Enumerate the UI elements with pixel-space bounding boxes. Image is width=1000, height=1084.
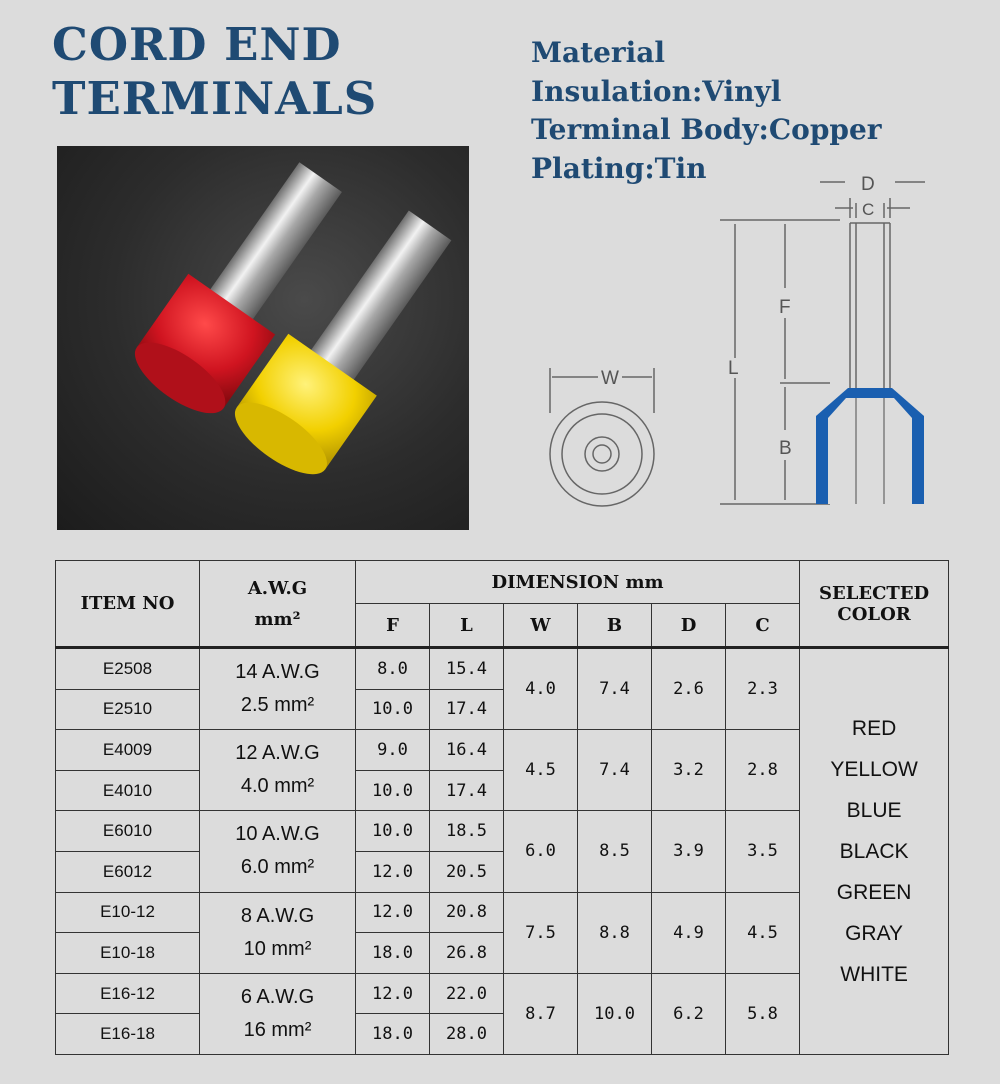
item-no: E10-12	[56, 892, 200, 933]
material-body: Terminal Body:Copper	[531, 113, 882, 146]
c-value: 4.5	[726, 892, 800, 973]
l-value: 26.8	[430, 933, 504, 974]
label-d: D	[861, 174, 875, 195]
mm2-value: 16 mm²	[243, 1018, 312, 1041]
awg-value: 8 A.W.G	[240, 904, 315, 927]
item-no: E16-12	[56, 973, 200, 1014]
d-value: 6.2	[652, 973, 726, 1054]
header-l: L	[430, 604, 504, 648]
header-c: C	[726, 604, 800, 648]
mm2-value: 6.0 mm²	[240, 856, 315, 879]
selected-colors	[800, 648, 949, 1055]
l-value: 16.4	[430, 730, 504, 771]
item-no: E2510	[56, 689, 200, 730]
item-no: E4010	[56, 770, 200, 811]
item-no: E6012	[56, 851, 200, 892]
f-value: 10.0	[356, 811, 430, 852]
awg-cell	[200, 973, 356, 1054]
header-w: W	[504, 604, 578, 648]
mm2-value: 2.5 mm²	[240, 694, 315, 717]
f-value: 8.0	[356, 648, 430, 690]
b-value: 8.8	[578, 892, 652, 973]
color-red: RED	[851, 716, 897, 740]
header-dimension: DIMENSION mm	[356, 561, 800, 604]
label-l: L	[728, 358, 739, 379]
spec-table	[55, 560, 949, 1055]
awg-cell	[200, 811, 356, 892]
header-item-no: ITEM NO	[56, 561, 200, 648]
d-value: 2.6	[652, 648, 726, 730]
item-no: E16-18	[56, 1014, 200, 1055]
awg-value: 14 A.W.G	[235, 661, 320, 684]
item-no: E2508	[56, 648, 200, 690]
b-value: 7.4	[578, 730, 652, 811]
material-insulation: Insulation:Vinyl	[531, 74, 782, 108]
label-c: C	[862, 200, 875, 219]
title-line-2: TERMINALS	[52, 72, 378, 125]
header-mm2-line: mm²	[254, 608, 301, 630]
color-yellow: YELLOW	[830, 757, 918, 781]
end-view-outer	[550, 402, 654, 506]
b-value: 8.5	[578, 811, 652, 892]
l-value: 20.5	[430, 851, 504, 892]
l-value: 17.4	[430, 689, 504, 730]
w-value: 8.7	[504, 973, 578, 1054]
material-plating: Plating:Tin	[531, 151, 707, 185]
mm2-value: 10 mm²	[243, 937, 312, 960]
table-row	[56, 648, 949, 690]
awg-cell	[200, 892, 356, 973]
header-b: B	[578, 604, 652, 648]
mm2-value: 4.0 mm²	[240, 775, 315, 798]
material-block	[531, 34, 882, 188]
color-black: BLACK	[839, 839, 909, 863]
d-value: 3.9	[652, 811, 726, 892]
label-f: F	[779, 297, 791, 318]
d-value: 3.2	[652, 730, 726, 811]
w-value: 4.5	[504, 730, 578, 811]
header-awg	[200, 561, 356, 648]
w-value: 6.0	[504, 811, 578, 892]
material-heading: Material	[531, 36, 666, 69]
c-value: 2.8	[726, 730, 800, 811]
awg-value: 10 A.W.G	[235, 823, 320, 846]
header-d: D	[652, 604, 726, 648]
item-no: E10-18	[56, 933, 200, 974]
awg-cell	[200, 648, 356, 730]
f-value: 10.0	[356, 770, 430, 811]
f-value: 18.0	[356, 1014, 430, 1055]
item-no: E6010	[56, 811, 200, 852]
f-value: 12.0	[356, 851, 430, 892]
color-white: WHITE	[840, 962, 908, 986]
dimension-diagram	[540, 168, 950, 523]
c-value: 3.5	[726, 811, 800, 892]
color-gray: GRAY	[845, 921, 904, 945]
label-b: B	[779, 438, 792, 459]
l-value: 18.5	[430, 811, 504, 852]
f-value: 9.0	[356, 730, 430, 771]
terminals-photo-illustration	[57, 146, 469, 530]
c-value: 5.8	[726, 973, 800, 1054]
f-value: 12.0	[356, 973, 430, 1014]
b-value: 10.0	[578, 973, 652, 1054]
f-value: 10.0	[356, 689, 430, 730]
l-value: 22.0	[430, 973, 504, 1014]
header-selected-color	[800, 561, 949, 648]
header-color: COLOR	[837, 603, 911, 625]
f-value: 12.0	[356, 892, 430, 933]
l-value: 17.4	[430, 770, 504, 811]
awg-cell	[200, 730, 356, 811]
header-selected: SELECTED	[819, 582, 930, 604]
product-photo	[57, 146, 469, 530]
color-blue: BLUE	[846, 798, 902, 822]
color-green: GREEN	[836, 880, 912, 904]
page-title	[52, 18, 377, 126]
l-value: 20.8	[430, 892, 504, 933]
l-value: 28.0	[430, 1014, 504, 1055]
awg-value: 6 A.W.G	[240, 985, 315, 1008]
awg-value: 12 A.W.G	[235, 742, 320, 765]
header-awg-line: A.W.G	[247, 577, 308, 599]
w-value: 4.0	[504, 648, 578, 730]
f-value: 18.0	[356, 933, 430, 974]
w-value: 7.5	[504, 892, 578, 973]
title-line-1: CORD END	[52, 18, 342, 71]
label-w: W	[601, 368, 619, 389]
c-value: 2.3	[726, 648, 800, 730]
l-value: 15.4	[430, 648, 504, 690]
header-f: F	[356, 604, 430, 648]
d-value: 4.9	[652, 892, 726, 973]
b-value: 7.4	[578, 648, 652, 730]
item-no: E4009	[56, 730, 200, 771]
